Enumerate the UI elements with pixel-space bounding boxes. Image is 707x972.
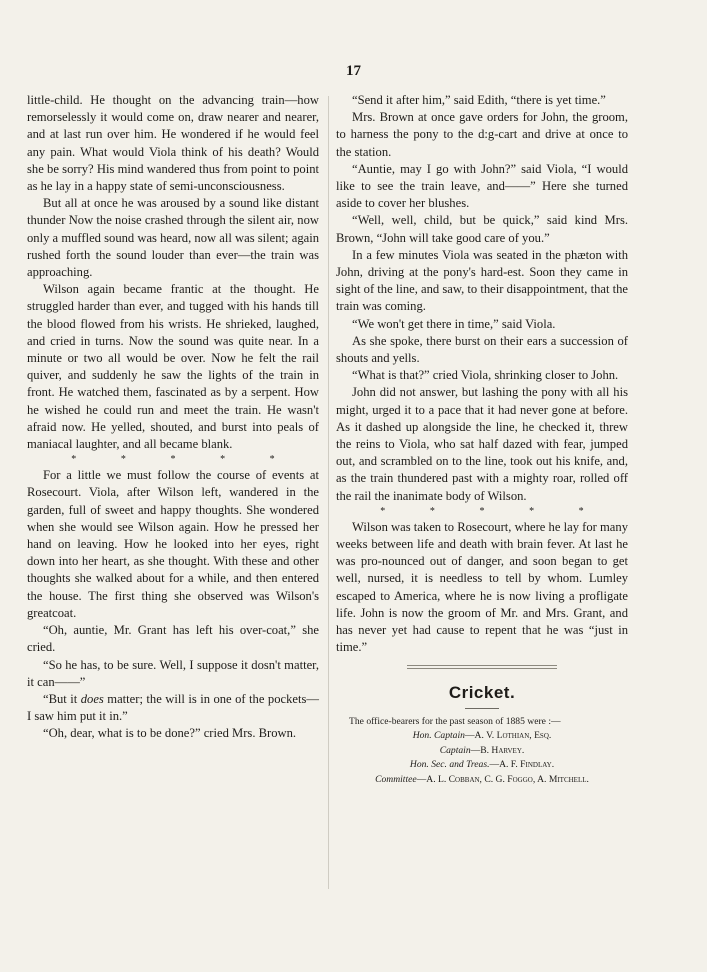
star: * — [479, 505, 485, 517]
office-bearer-line — [336, 729, 628, 744]
office-label: Committee — [375, 773, 417, 785]
star: * — [578, 505, 584, 517]
paragraph: little-child. He thought on the advancing train—how remorselessly it would come on, draw nearer and nearer, and at last run over him. He wondered if he would feel any pain. What would Viola think of his death? Would she be sorry? His mind wandered thus from point to point as he lay in a happy state of semi-unconsciousness. — [27, 93, 319, 194]
paragraph: But all at once he was aroused by a sound like distant thunder Now the noise crashed through the silent air, now only a muffled sound was heard, now all was silent; again rushed forth the sound louder than ever—the train was approaching. — [27, 196, 319, 280]
paragraph: Wilson again became frantic at the thought. He struggled harder than ever, and tugged with his hands till the blood flowed from his wrists. He shrieked, laughed, and cried in turns. Now the sound was quite near. In a minute or two all would be over. Now he felt the rail quiver, and suddenly he saw the lights of the train in front. He watched them, fascinated as by a serpent. How he wished he could run and meet the train. He wasn't afraid now. He yelled, shouted, and burst into peals of maniacal laughter, and all became blank. — [27, 282, 319, 452]
paragraph: Wilson was taken to Rosecourt, where he lay for many weeks between life and death with brain fever. At last he was pro-nounced out of danger, and soon began to get well, nursed, it is needless to tell by whom. Lumley escaped to America, where he is now living a profligate life. John is now the groom of Mr. and Mrs. Grant, and has never yet had cause to repent that he was “just in time.” — [336, 519, 628, 655]
paragraph: “We won't get there in time,” said Viola. — [352, 316, 556, 331]
office-bearers-intro: The office-bearers for the past season of 1885 were :— — [349, 715, 561, 727]
star: * — [380, 505, 386, 517]
office-bearer-line — [336, 744, 628, 759]
cricket-heading: Cricket. — [448, 682, 516, 702]
right-column — [336, 92, 628, 787]
office-holder: —A. L. Cobban, C. G. Foggo, A. Mitchell. — [416, 773, 589, 785]
paragraph: As she spoke, there burst on their ears a succession of shouts and yells. — [336, 333, 628, 366]
paragraph: Mrs. Brown at once gave orders for John, the groom, to harness the pony to the d:g-cart and drive at once to the station. — [336, 110, 628, 159]
star: * — [529, 505, 535, 517]
office-label: Hon. Sec. and Treas. — [409, 759, 490, 771]
paragraph: “Oh, dear, what is to be done?” cried Mrs. Brown. — [43, 726, 297, 741]
paragraph: “Well, well, child, but be quick,” said kind Mrs. Brown, “John will take good care of you.” — [336, 213, 628, 245]
office-holder: —A. V. Lothian, Esq. — [464, 730, 552, 742]
paragraph: For a little we must follow the course of events at Rosecourt. Viola, after Wilson left, wandered in the garden, full of sweet and happy thoughts. She wondered when she would see Wilson again. How he pressed her hand on leaving. How he looked into her eyes, right down into her heart, as she thought. With these and other thoughts she walked about for a while, and then entered the house. The first thing she observed was Wilson's greatcoat. — [27, 468, 319, 620]
end-of-story-rule — [407, 665, 557, 669]
star: * — [429, 505, 435, 517]
paragraph — [27, 691, 319, 725]
paragraph: In a few minutes Viola was seated in the phæton with John, driving at the pony's hard-est. Soon they came in sight of the line, and saw, to their disappointment, that the train was coming. — [336, 247, 628, 314]
paragraph: “Auntie, may I go with John?” said Viola, “I would like to see the train leave, and——” Here she turned aside to cover her blushes. — [336, 161, 628, 211]
office-holder: —A. F. Findlay. — [489, 759, 555, 771]
paragraph: “Oh, auntie, Mr. Grant has left his over-coat,” she cried. — [27, 623, 319, 655]
star: * — [71, 454, 77, 466]
star: * — [220, 454, 226, 466]
office-label: Hon. Captain — [412, 730, 465, 742]
paragraph: John did not answer, but lashing the pony with all his might, urged it to a pace that it had never gone at before. As it dashed up alongside the line, he checked it, threw the reins to Viola, who sat half dazed with fear, jumped out, and scrambled on to the line, took out his knife, and, as the train thundered past with a mighty roar, rolled off the rail the inanimate body of Wilson. — [336, 385, 628, 503]
section-break-stars — [336, 505, 628, 519]
column-divider — [328, 96, 329, 889]
paragraph: “What is that?” cried Viola, shrinking closer to John. — [352, 368, 619, 383]
emphasis-text: does — [80, 691, 104, 706]
paragraph: “So he has, to be sure. Well, I suppose it dosn't matter, it can——” — [27, 657, 319, 689]
star: * — [120, 454, 126, 466]
star: * — [170, 454, 176, 466]
section-break-stars — [27, 453, 319, 467]
office-holder: —B. Harvey. — [470, 744, 525, 756]
office-bearer-line — [336, 758, 628, 773]
page-number: 17 — [346, 63, 361, 79]
text-run: matter; the will is in one of the pockets—I saw him put it in.” — [27, 691, 319, 724]
heading-rule — [465, 708, 499, 709]
paragraph: “Send it after him,” said Edith, “there is yet time.” — [352, 93, 606, 107]
text-run: “But it — [43, 691, 81, 706]
left-column — [27, 92, 319, 743]
office-label: Captain — [439, 744, 471, 756]
star: * — [269, 454, 275, 466]
office-bearer-line — [336, 773, 628, 788]
office-bearers-list — [336, 715, 628, 788]
